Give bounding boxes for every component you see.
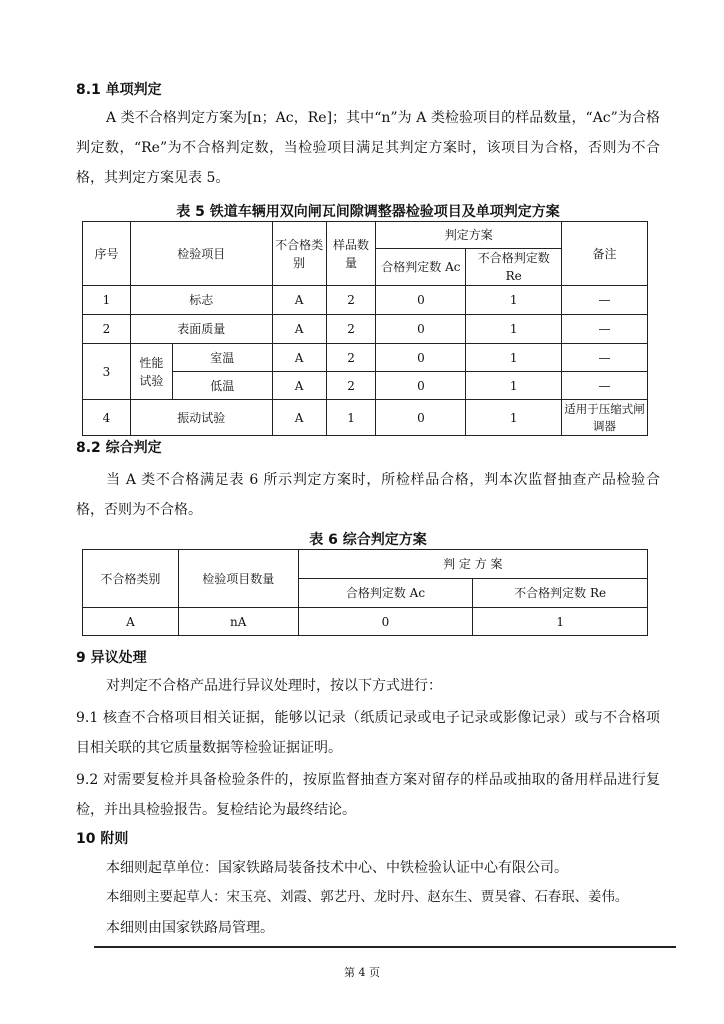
footer-divider [94,946,676,948]
table-cell: 低温 [172,372,272,400]
table-6-header-item-count: 检验项目数量 [178,550,298,608]
section-8-2-heading: 8.2 综合判定 [76,440,162,456]
table-cell: 2 [326,372,376,400]
table-6 [82,549,648,636]
section-9-1-paragraph: 9.1 核查不合格项目相关证据，能够以记录（纸质记录或电子记录或影像记录）或与不合格项目相关联的其它质量数据等检验证据证明。 [76,710,660,756]
table-cell: 表面质量 [130,315,272,344]
table-cell: 室温 [172,344,272,372]
table-cell: 0 [376,344,466,372]
table-row [83,608,648,636]
table-5-header-item: 检验项目 [130,222,272,286]
table-6-caption: 表 6 综合判定方案 [309,532,427,548]
table-cell: 3 [83,344,131,400]
section-8-2-paragraph: 当 A 类不合格满足表 6 所示判定方案时，所检样品合格，判本次监督抽查产品检验合格，否则为不合格。 [76,472,660,518]
table-cell: 2 [326,344,376,372]
table-5-header-seq: 序号 [83,222,131,286]
table-cell: 1 [473,608,648,636]
table-cell: 2 [326,286,376,315]
table-6-header-category: 不合格类别 [83,550,179,608]
table-row [83,315,648,344]
table-cell: 2 [326,315,376,344]
table-cell: 振动试验 [130,400,272,436]
section-9-heading: 9 异议处理 [76,650,147,666]
table-5-header-category: 不合格类别 [272,222,326,286]
section-8-1-heading: 8.1 单项判定 [76,82,162,98]
section-9-2-paragraph: 9.2 对需要复检并具备检验条件的，按原监督抽查方案对留存的样品或抽取的备用样品进行复检，并出具检验报告。复检结论为最终结论。 [76,772,660,818]
table-cell: 性能试验 [130,344,172,400]
table-cell: 0 [298,608,473,636]
table-cell: 1 [466,372,562,400]
section-10-paragraph-1: 本细则起草单位：国家铁路局装备技术中心、中铁检验认证中心有限公司。 [106,860,568,876]
table-5-header-ac: 合格判定数 Ac [376,249,466,286]
table-cell: 4 [83,400,131,436]
table-cell: nA [178,608,298,636]
table-cell: 1 [466,344,562,372]
table-cell: A [272,286,326,315]
table-cell: — [562,344,648,372]
table-row [83,344,648,372]
table-cell: 1 [83,286,131,315]
table-cell: 0 [376,315,466,344]
section-9-intro: 对判定不合格产品进行异议处理时，按以下方式进行： [106,678,442,694]
table-row [83,286,648,315]
table-5-header-re: 不合格判定数 Re [466,249,562,286]
table-5-header-note: 备注 [562,222,648,286]
table-cell: A [272,400,326,436]
section-10-paragraph-2: 本细则主要起草人：宋玉亮、刘霞、郭艺丹、龙时丹、赵东生、贾昊睿、石春珉、姜伟。 [106,890,629,905]
table-5-caption: 表 5 铁道车辆用双向闸瓦间隙调整器检验项目及单项判定方案 [176,204,560,220]
table-cell: 1 [466,400,562,436]
table-6-header-plan: 判 定 方 案 [298,550,647,579]
table-cell: 1 [466,315,562,344]
table-cell: 1 [326,400,376,436]
table-5 [82,221,648,436]
section-10-heading: 10 附则 [76,831,129,847]
table-6-header-re: 不合格判定数 Re [473,579,648,608]
section-10-paragraph-3: 本细则由国家铁路局管理。 [106,920,274,936]
table-cell: — [562,372,648,400]
table-cell: 标志 [130,286,272,315]
table-cell: A [272,315,326,344]
page-number: 第 4 页 [344,966,380,979]
table-cell: 0 [376,400,466,436]
table-row [83,400,648,436]
table-cell: — [562,315,648,344]
table-cell: A [83,608,179,636]
table-cell: 2 [83,315,131,344]
table-cell: 1 [466,286,562,315]
table-cell: 适用于压缩式闸调器 [562,400,648,436]
table-cell: 0 [376,286,466,315]
table-cell: — [562,286,648,315]
table-6-header-ac: 合格判定数 Ac [298,579,473,608]
table-5-header-plan: 判定方案 [376,222,562,249]
table-cell: 0 [376,372,466,400]
section-8-1-paragraph: A 类不合格判定方案为[n；Ac，Re]；其中“n”为 A 类检验项目的样品数量，“Ac”为合格判定数，“Re”为不合格判定数，当检验项目满足其判定方案时，该项目为合格，否则为不合格，其判定方案见表 5。 [76,110,660,186]
table-cell: A [272,372,326,400]
table-cell: A [272,344,326,372]
table-5-header-sample-count: 样品数量 [326,222,376,286]
